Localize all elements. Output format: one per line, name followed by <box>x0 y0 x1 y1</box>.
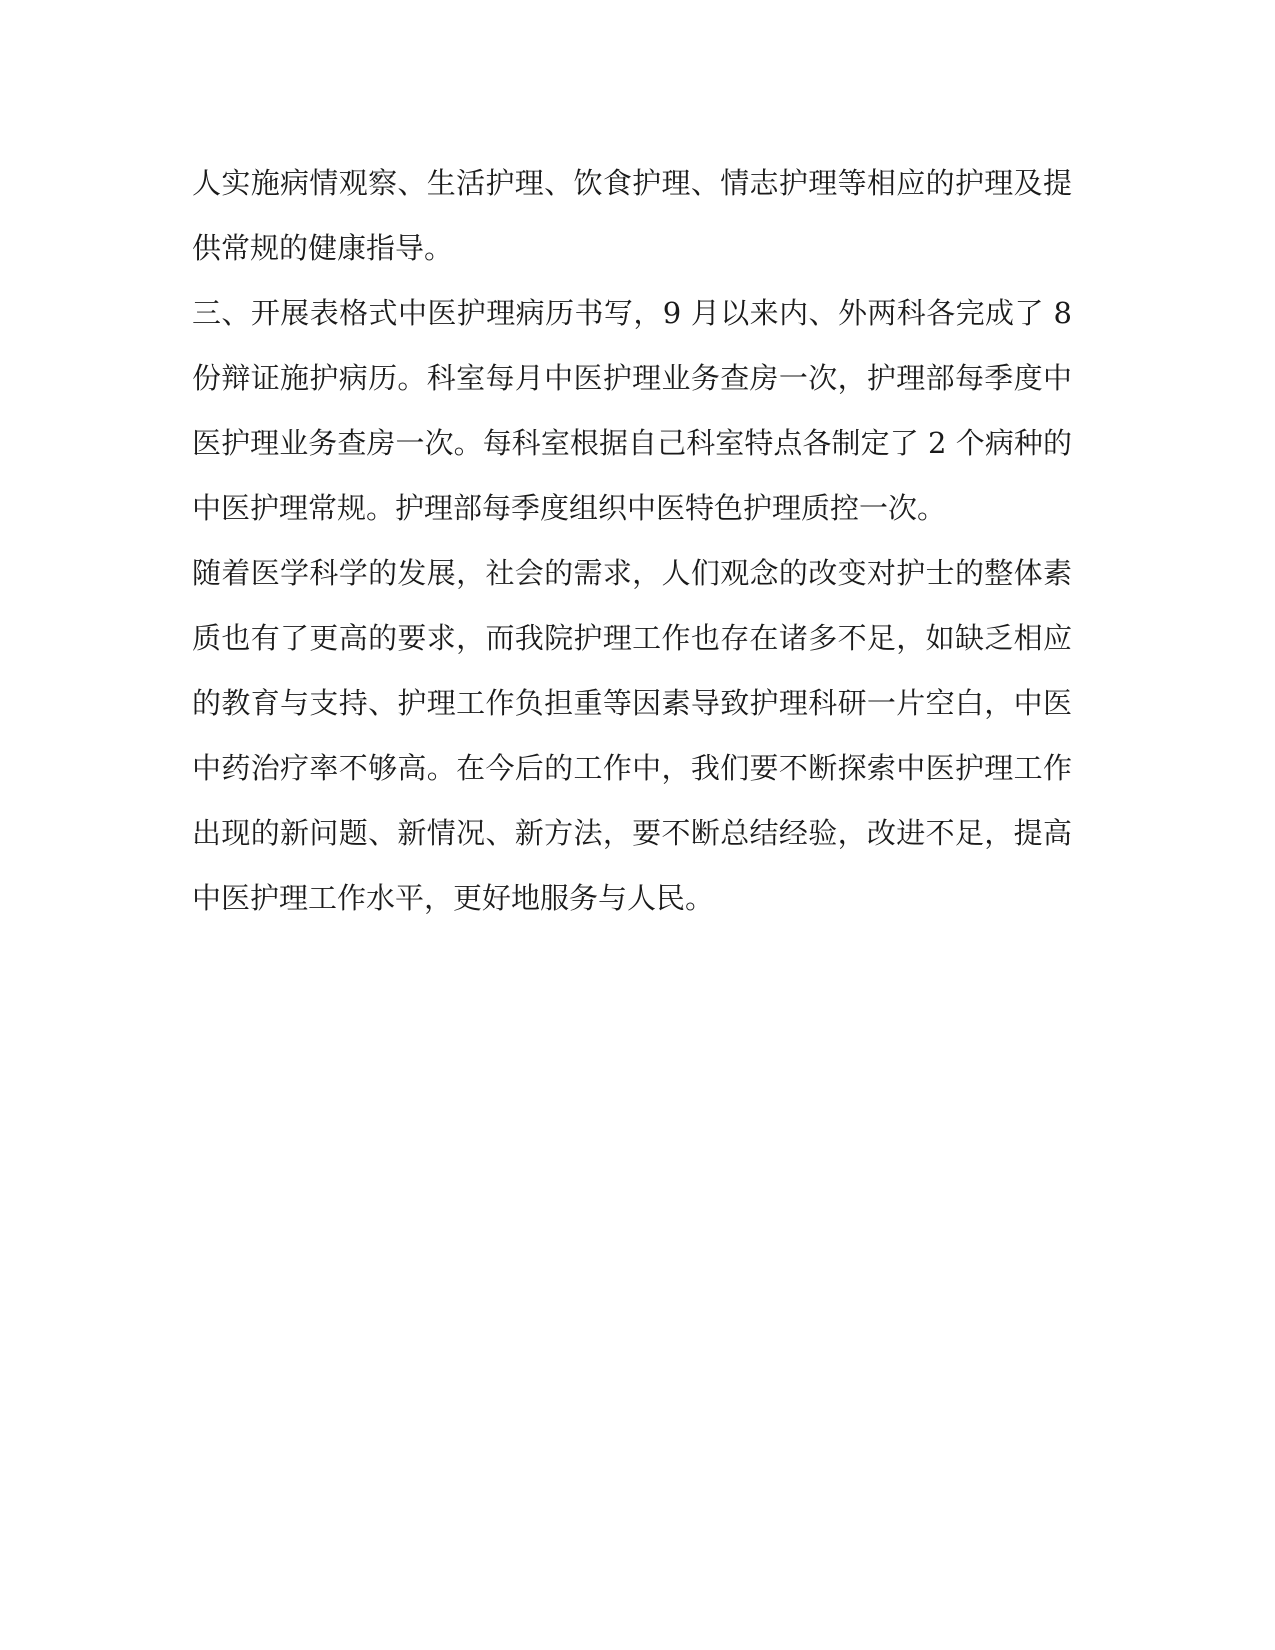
paragraph-line: 份辩证施护病历。科室每月中医护理业务查房一次，护理部每季度中 <box>192 361 1072 395</box>
paragraph-line: 人实施病情观察、生活护理、饮食护理、情志护理等相应的护理及提 <box>192 166 1072 200</box>
paragraph-line: 随着医学科学的发展，社会的需求，人们观念的改变对护士的整体素 <box>192 556 1072 590</box>
paragraph-line: 质也有了更高的要求，而我院护理工作也存在诸多不足，如缺乏相应 <box>192 621 1072 655</box>
paragraph-line: 医护理业务查房一次。每科室根据自己科室特点各制定了 2 个病种的 <box>192 426 1072 460</box>
paragraph-line: 中药治疗率不够高。在今后的工作中，我们要不断探索中医护理工作 <box>192 751 1072 785</box>
paragraph-line: 供常规的健康指导。 <box>192 231 454 265</box>
paragraph-line: 中医护理常规。护理部每季度组织中医特色护理质控一次。 <box>192 491 947 525</box>
paragraph-1 <box>192 151 1072 281</box>
paragraph-line: 的教育与支持、护理工作负担重等因素导致护理科研一片空白，中医 <box>192 686 1072 720</box>
document-body <box>192 151 1072 931</box>
paragraph-line: 中医护理工作水平，更好地服务与人民。 <box>192 881 715 915</box>
paragraph-line: 出现的新问题、新情况、新方法，要不断总结经验，改进不足，提高 <box>192 816 1072 850</box>
paragraph-3 <box>192 541 1072 931</box>
paragraph-line: 三、开展表格式中医护理病历书写，9 月以来内、外两科各完成了 8 <box>192 296 1072 330</box>
paragraph-2 <box>192 281 1072 541</box>
